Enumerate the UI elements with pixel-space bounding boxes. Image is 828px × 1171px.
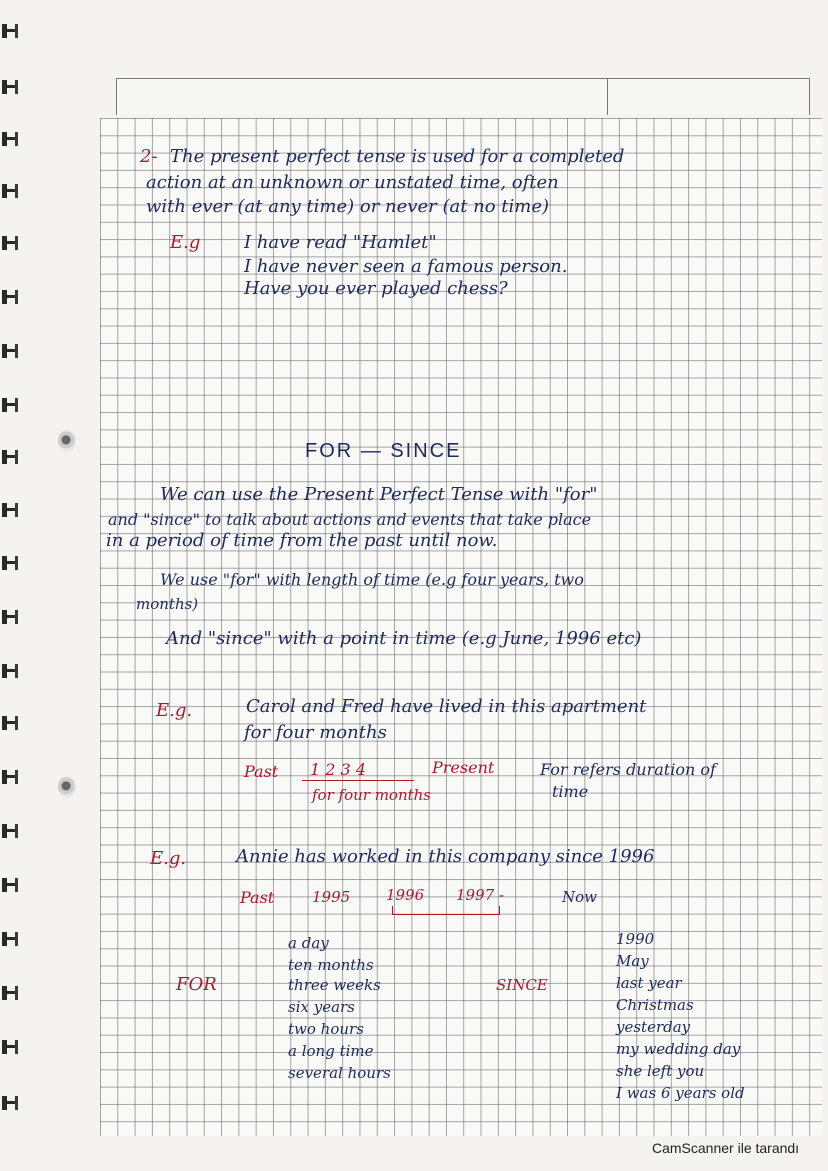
scanner-watermark: CamScanner ile tarandı — [652, 1140, 800, 1156]
note-line: For refers duration of — [540, 760, 716, 779]
example-sentence: for four months — [244, 722, 387, 743]
timeline-year: 1996 — [386, 886, 425, 904]
list-item: last year — [616, 974, 682, 992]
timeline-line — [302, 780, 414, 781]
section2-line1: The present perfect tense is used for a completed — [170, 146, 625, 167]
example-sentence: Annie has worked in this company since 1996 — [236, 846, 655, 867]
list-item: a day — [288, 934, 329, 952]
list-item: two hours — [288, 1020, 364, 1038]
for-rule-line: months) — [136, 595, 199, 613]
for-rule-line: We use "for" with length of time (e.g four years, two — [160, 570, 584, 589]
example-line: I have never seen a famous person. — [244, 256, 568, 277]
list-item: May — [616, 952, 649, 970]
timeline-past: Past — [244, 762, 279, 781]
list-item: six years — [288, 998, 355, 1016]
for-list-label: FOR — [176, 974, 217, 995]
example-line: I have read "Hamlet" — [244, 232, 437, 253]
list-item: several hours — [288, 1064, 391, 1082]
timeline-year: 1997 - — [456, 886, 505, 904]
punch-hole — [58, 430, 76, 452]
timeline-arrow — [392, 906, 500, 915]
timeline-numbers: 1 2 3 4 — [310, 760, 366, 779]
list-item: my wedding day — [616, 1040, 741, 1058]
list-item: she left you — [616, 1062, 705, 1080]
spiral-binding — [0, 0, 24, 1130]
eg-label: E.g. — [156, 700, 193, 721]
section-number: 2- — [140, 146, 158, 167]
eg-label: E.g. — [150, 848, 187, 869]
list-item: three weeks — [288, 976, 381, 994]
since-rule-line: And "since" with a point in time (e.g June, 1996 etc) — [166, 628, 642, 649]
section2-line3: with ever (at any time) or never (at no time) — [146, 196, 550, 217]
timeline-year: 1995 — [312, 888, 351, 906]
list-item: yesterday — [616, 1018, 691, 1036]
intro-line: in a period of time from the past until now. — [106, 530, 498, 551]
list-item: Christmas — [616, 996, 694, 1014]
note-line: time — [552, 782, 589, 801]
section2-line2: action at an unknown or unstated time, often — [146, 172, 559, 193]
page-title: FOR — SINCE — [305, 440, 462, 462]
list-item: 1990 — [616, 930, 655, 948]
since-list-label: SINCE — [496, 976, 548, 994]
list-item: I was 6 years old — [616, 1084, 745, 1102]
timeline-present: Present — [432, 758, 495, 777]
eg-label: E.g — [170, 232, 201, 253]
example-line: Have you ever played chess? — [244, 278, 508, 299]
timeline-past: Past — [240, 888, 275, 907]
timeline-bracket: for four months — [312, 786, 432, 804]
list-item: ten months — [288, 956, 374, 974]
example-sentence: Carol and Fred have lived in this apartment — [246, 696, 647, 717]
list-item: a long time — [288, 1042, 374, 1060]
intro-line: and "since" to talk about actions and events that take place — [108, 510, 592, 529]
intro-line: We can use the Present Perfect Tense with "for" — [160, 484, 598, 505]
punch-hole — [58, 776, 76, 798]
timeline-now: Now — [562, 888, 597, 906]
page-header-strip — [116, 78, 810, 115]
